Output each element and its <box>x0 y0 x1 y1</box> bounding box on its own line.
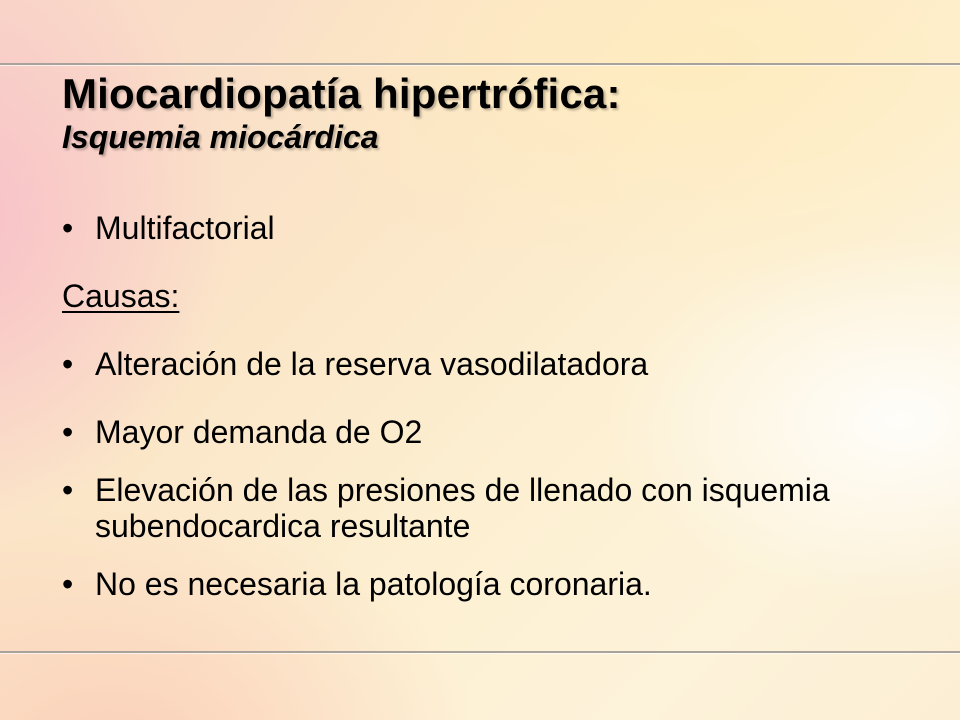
slide-subtitle: Isquemia miocárdica <box>62 119 379 155</box>
bullet-marker: • <box>62 346 74 382</box>
cause-text: Alteración de la reserva vasodilatadora <box>95 346 649 382</box>
bullet-text-multifactorial: Multifactorial <box>95 210 275 246</box>
cause-text: No es necesaria la patología coronaria. <box>95 566 652 602</box>
slide-title: Miocardiopatía hipertrófica: <box>62 70 621 117</box>
bullet-marker: • <box>62 210 74 246</box>
cause-text: Mayor demanda de O2 <box>95 414 423 450</box>
bullet-item <box>62 566 922 602</box>
bullet-marker: • <box>62 414 74 450</box>
cause-text: Elevación de las presiones de llenado con isquemia subendocardica resultante <box>95 472 830 544</box>
bullet-item <box>62 210 922 246</box>
bottom-divider <box>0 651 960 653</box>
bullet-item <box>62 346 922 382</box>
title-block <box>62 70 922 156</box>
slide-body <box>62 210 922 602</box>
bullet-marker: • <box>62 566 74 602</box>
bullet-item <box>62 472 922 544</box>
bullet-marker: • <box>62 472 74 508</box>
top-divider <box>0 63 960 65</box>
causes-heading: Causas: <box>62 278 180 314</box>
bullet-item <box>62 414 922 450</box>
